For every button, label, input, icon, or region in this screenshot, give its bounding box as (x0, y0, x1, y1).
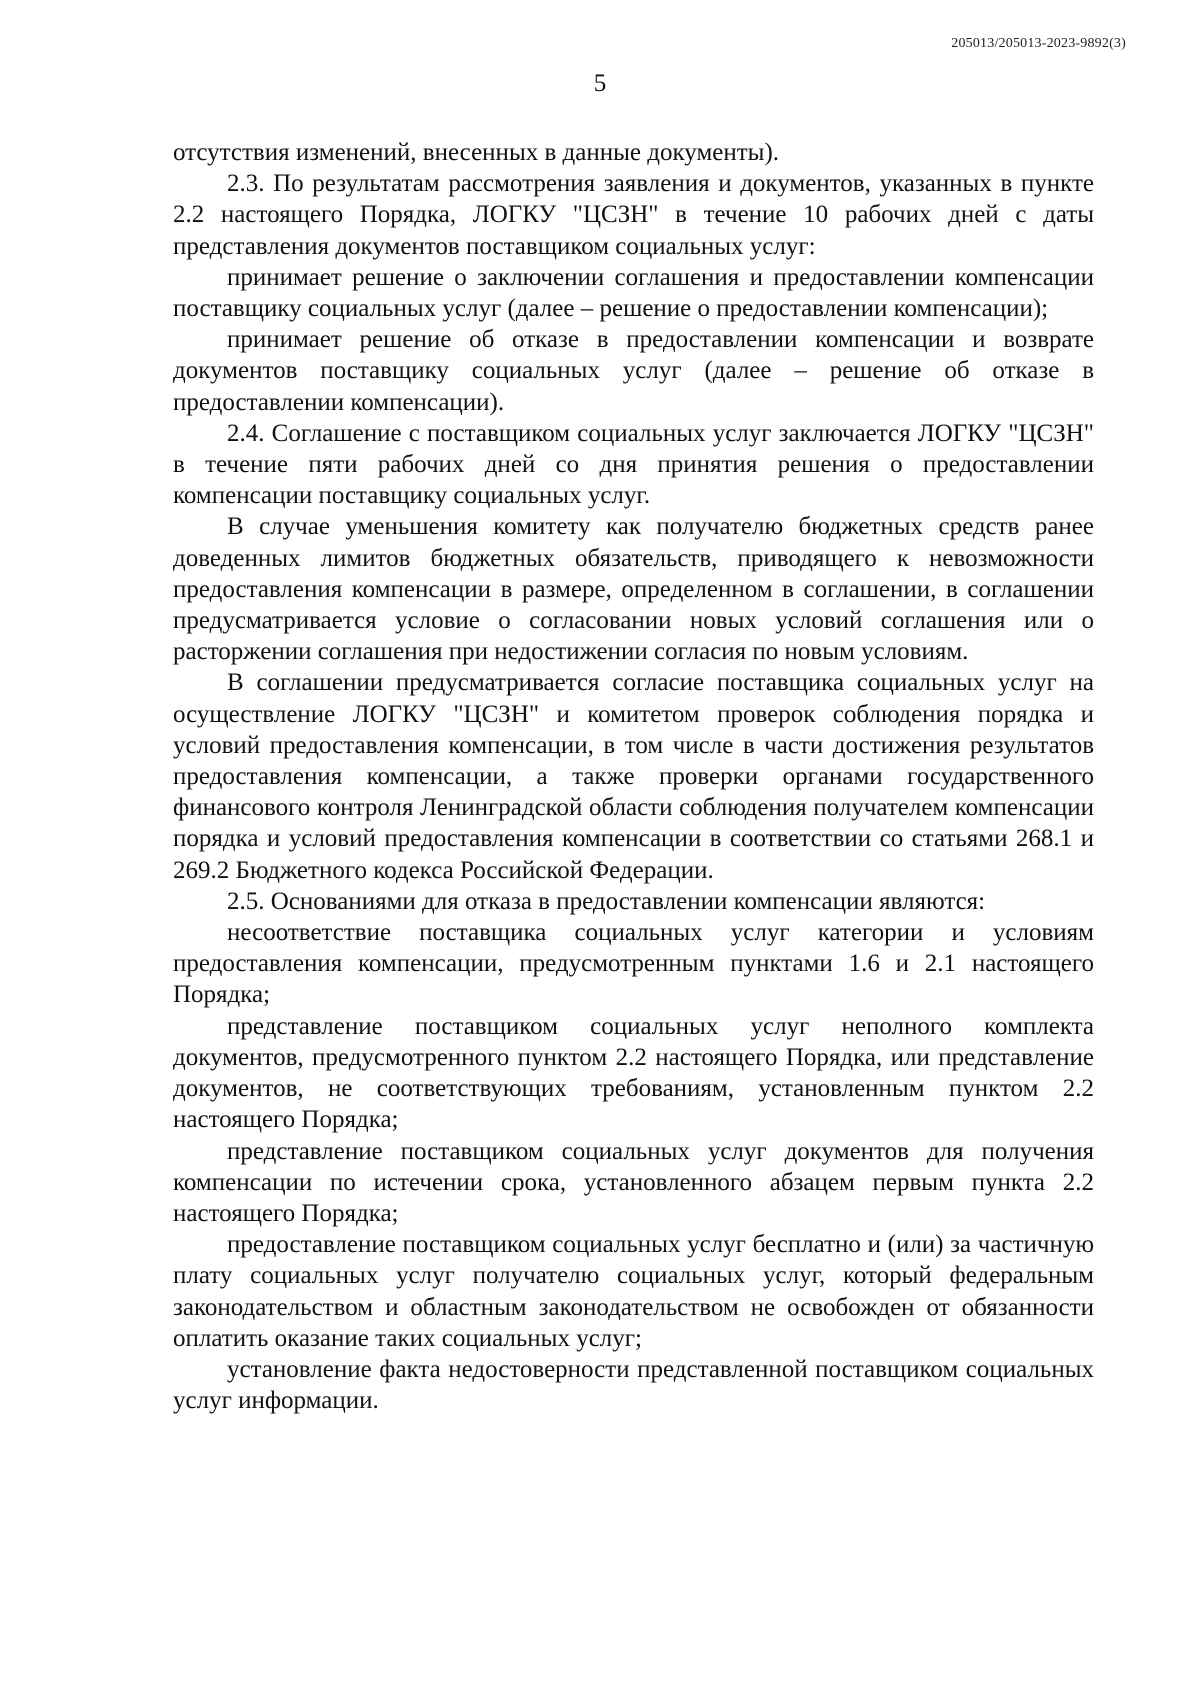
list-item-ground-5: установление факта недостоверности представленной поставщиком социальных услуг информации. (173, 1355, 1094, 1415)
list-item-ground-3: представление поставщиком социальных услуг документов для получения компенсации по истечении срока, установленного абзацем первым пункта 2.2 настоящего Порядка; (173, 1137, 1094, 1227)
list-item-ground-1: несоответствие поставщика социальных услуг категории и условиям предоставления компенсации, предусмотренным пунктами 1.6 и 2.1 настоящего Порядка; (173, 919, 1094, 1009)
paragraph-limits-reduction: В случае уменьшения комитету как получателю бюджетных средств ранее доведенных лимитов бюджетных обязательств, приводящего к невозможности предоставления компенсации в размере, определенном в соглашении, в соглашении предусматривается условие о согласовании новых условий соглашения или о расторжении соглашения при недостижении согласия по новым условиям. (173, 513, 1094, 666)
document-body (173, 137, 1094, 1416)
document-id: 205013/205013-2023-9892(3) (951, 36, 1126, 51)
paragraph-2-4: 2.4. Соглашение с поставщиком социальных услуг заключается ЛОГКУ "ЦСЗН" в течение пяти рабочих дней со дня принятия решения о предоставлении компенсации поставщику социальных услуг. (173, 419, 1094, 510)
list-item-ground-2: представление поставщиком социальных услуг неполного комплекта документов, предусмотренного пунктом 2.2 настоящего Порядка, или представление документов, не соответствующих требованиям, установленным пунктом 2.2 настоящего Порядка; (173, 1012, 1094, 1134)
list-item-ground-4: предоставление поставщиком социальных услуг бесплатно и (или) за частичную плату социальных услуг получателю социальных услуг, который федеральным законодательством и областным законодательством не освобожден от обязанности оплатить оказание таких социальных услуг; (173, 1231, 1094, 1352)
paragraph-2-3: 2.3. По результатам рассмотрения заявления и документов, указанных в пункте 2.2 настоящего Порядка, ЛОГКУ "ЦСЗН" в течение 10 рабочих дней с даты представления документов поставщиком социальных услуг: (173, 170, 1094, 260)
page-number: 5 (593, 70, 607, 97)
paragraph-decision-refusal: принимает решение об отказе в предоставлении компенсации и возврате документов поставщику социальных услуг (далее – решение об отказе в предоставлении компенсации). (173, 326, 1094, 416)
paragraph-consent-inspections: В соглашении предусматривается согласие поставщика социальных услуг на осуществление ЛОГКУ "ЦСЗН" и комитетом проверок соблюдения порядка и условий предоставления компенсации, в том числе в части достижения результатов предоставления компенсации, а также проверки органами государственного финансового контроля Ленинградской области соблюдения получателем компенсации порядка и условий предоставления компенсации в соответствии со статьями 268.1 и 269.2 Бюджетного кодекса Российской Федерации. (173, 669, 1094, 884)
paragraph-decision-grant: принимает решение о заключении соглашения и предоставлении компенсации поставщику социальных услуг (далее – решение о предоставлении компенсации); (173, 263, 1094, 323)
paragraph-2-5: 2.5. Основаниями для отказа в предоставлении компенсации являются: (227, 887, 986, 915)
paragraph-continuation: отсутствия изменений, внесенных в данные документы). (173, 139, 780, 166)
